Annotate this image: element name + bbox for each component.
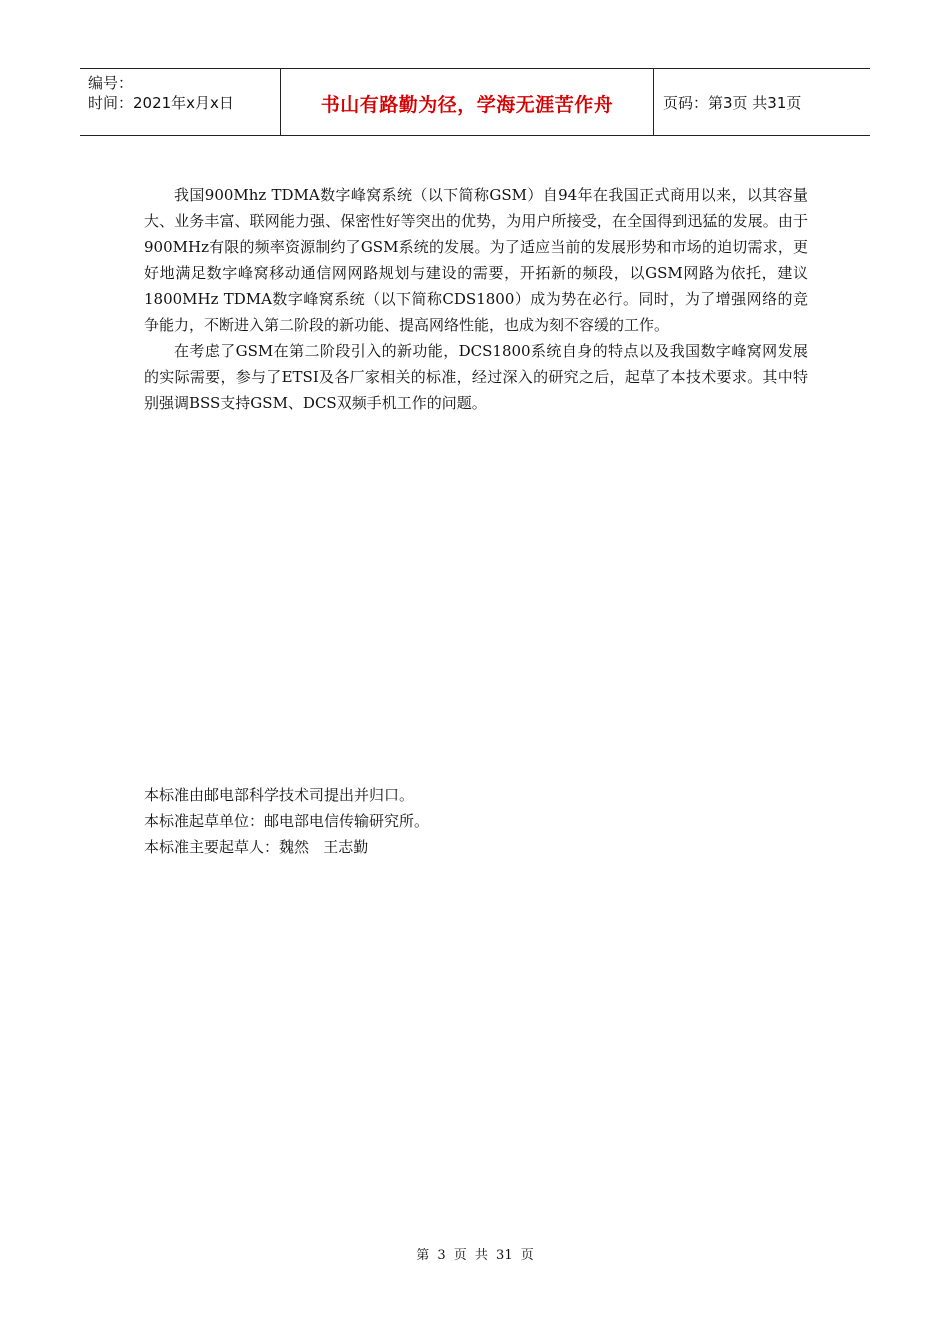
header-page-info-cell <box>654 69 870 135</box>
body-paragraph: 我国900Mhz TDMA数字峰窝系统（以下简称GSM）自94年在我国正式商用以来，以其容量大、业务丰富、联网能力强、保密性好等突出的优势，为用户所接受，在全国得到迅猛的发展。由于900MHz有限的频率资源制约了GSM系统的发展。为了适应当前的发展形势和市场的迫切需求，更好地满足数字峰窝移动通信网网路规划与建设的需要，开拓新的频段，以GSM网路为依托，建议1800MHz TDMA数字峰窝系统（以下简称CDS1800）成为势在必行。同时，为了增强网络的竞争能力，不断进入第二阶段的新功能、提高网络性能，也成为刻不容缓的工作。 <box>144 186 808 334</box>
header-motto: 书山有路勤为径，学海无涯苦作舟 <box>320 93 614 116</box>
page-footer: 第 3 页 共 31 页 <box>416 1248 534 1263</box>
document-body <box>144 182 808 416</box>
credits-drafters: 本标准主要起草人：魏然 王志勤 <box>144 838 369 856</box>
header-motto-cell <box>281 69 654 135</box>
document-time: 时间：2021年x月x日 <box>88 94 234 112</box>
credits-proposer: 本标准由邮电部科学技术司提出并归口。 <box>144 786 415 804</box>
credits-drafting-unit: 本标准起草单位：邮电部电信传输研究所。 <box>144 812 430 830</box>
document-credits <box>144 782 429 860</box>
document-number-label: 编号： <box>88 74 134 92</box>
document-header <box>80 68 870 136</box>
header-meta <box>80 69 281 135</box>
body-paragraph: 在考虑了GSM在第二阶段引入的新功能，DCS1800系统自身的特点以及我国数字峰窝网发展的实际需要，参与了ETSI及各厂家相关的标准，经过深入的研究之后，起草了本技术要求。其中特别强调BSS支持GSM、DCS双频手机工作的问题。 <box>144 342 808 412</box>
header-page-info: 页码：第3页 共31页 <box>663 93 802 112</box>
